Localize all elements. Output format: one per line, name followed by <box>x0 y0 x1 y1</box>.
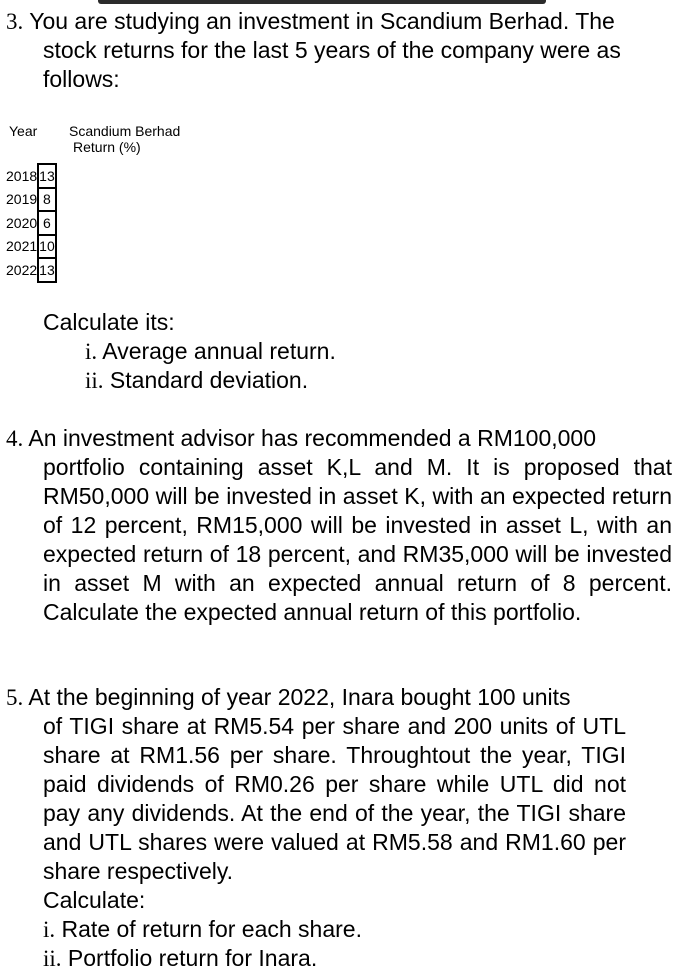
question-5-rest: of TIGI share at RM5.54 per share and 200 units of UTL share at RM1.56 per share. Throughtout the year, TIGI paid dividends of RM0.26 per share while UTL did not pay any dividends. At the end of the year, the TIGI share and UTL shares were valued at RM5.58 and RM1.60 per share respectively. <box>43 713 626 884</box>
item-marker: ii. <box>85 368 104 393</box>
item-text: Standard deviation. <box>109 367 309 393</box>
item-marker: i. <box>85 339 98 364</box>
item-text: Rate of return for each share. <box>61 916 362 942</box>
question-3-calc-label: Calculate its: <box>43 309 175 335</box>
question-5-number: 5. <box>6 685 24 710</box>
table-cell-return: 10 <box>38 235 56 259</box>
table-cell-year: 2021 <box>6 238 38 255</box>
question-4-rest: portfolio containing asset K,L and M. It is proposed that RM50,000 will be invested in asset K, with an expected return of 12 percent, RM15,000 will be invested in asset L, with an expected return of 18 percent, and RM35,000 will be invested in asset M with an expected annual return of 8 percent. Calculate the expected annual return of this portfolio. <box>43 454 672 625</box>
table-header-return-line2: Return (%) <box>73 139 141 155</box>
question-5-calc-label: Calculate: <box>43 887 146 913</box>
question-3-item-1 <box>43 337 336 366</box>
table-cell-return: 8 <box>38 188 56 212</box>
item-text: Portfolio return for Inara. <box>67 945 318 971</box>
item-text: Average annual return. <box>102 338 336 364</box>
table-row <box>6 258 56 282</box>
returns-table <box>6 163 57 283</box>
question-5-item-1 <box>6 915 626 944</box>
question-3-number: 3. <box>6 9 24 34</box>
question-4-line1: An investment advisor has recommended a RM100,000 <box>28 425 597 451</box>
question-5-item-2 <box>6 944 626 973</box>
table-cell-return: 13 <box>38 164 56 188</box>
table-cell-year: 2019 <box>6 191 38 208</box>
table-row <box>6 164 56 188</box>
question-3-intro-line1: You are studying an investment in Scandium Berhad. The <box>29 8 615 34</box>
top-edge-bar <box>98 0 546 4</box>
question-5 <box>6 683 626 973</box>
question-4 <box>6 424 672 627</box>
table-row <box>6 211 56 235</box>
table-cell-year: 2022 <box>6 261 38 278</box>
table-cell-year: 2020 <box>6 214 38 231</box>
item-marker: i. <box>43 917 56 942</box>
table-cell-return: 13 <box>38 258 56 282</box>
table-header-year: Year <box>9 123 38 139</box>
table-header-return <box>69 123 180 155</box>
table-row <box>6 188 56 212</box>
table-row <box>6 235 56 259</box>
question-3-intro-rest: stock returns for the last 5 years of the company were as follows: <box>43 37 621 92</box>
question-5-line1: At the beginning of year 2022, Inara bought 100 units <box>28 684 571 710</box>
question-3-item-2 <box>43 366 336 395</box>
table-header-return-line1: Scandium Berhad <box>69 123 181 139</box>
table-cell-year: 2018 <box>6 167 38 184</box>
question-3 <box>6 7 666 94</box>
item-marker: ii. <box>43 946 62 971</box>
table-cell-return: 6 <box>38 211 56 235</box>
question-4-number: 4. <box>6 426 24 451</box>
question-3-calculate <box>43 308 336 395</box>
